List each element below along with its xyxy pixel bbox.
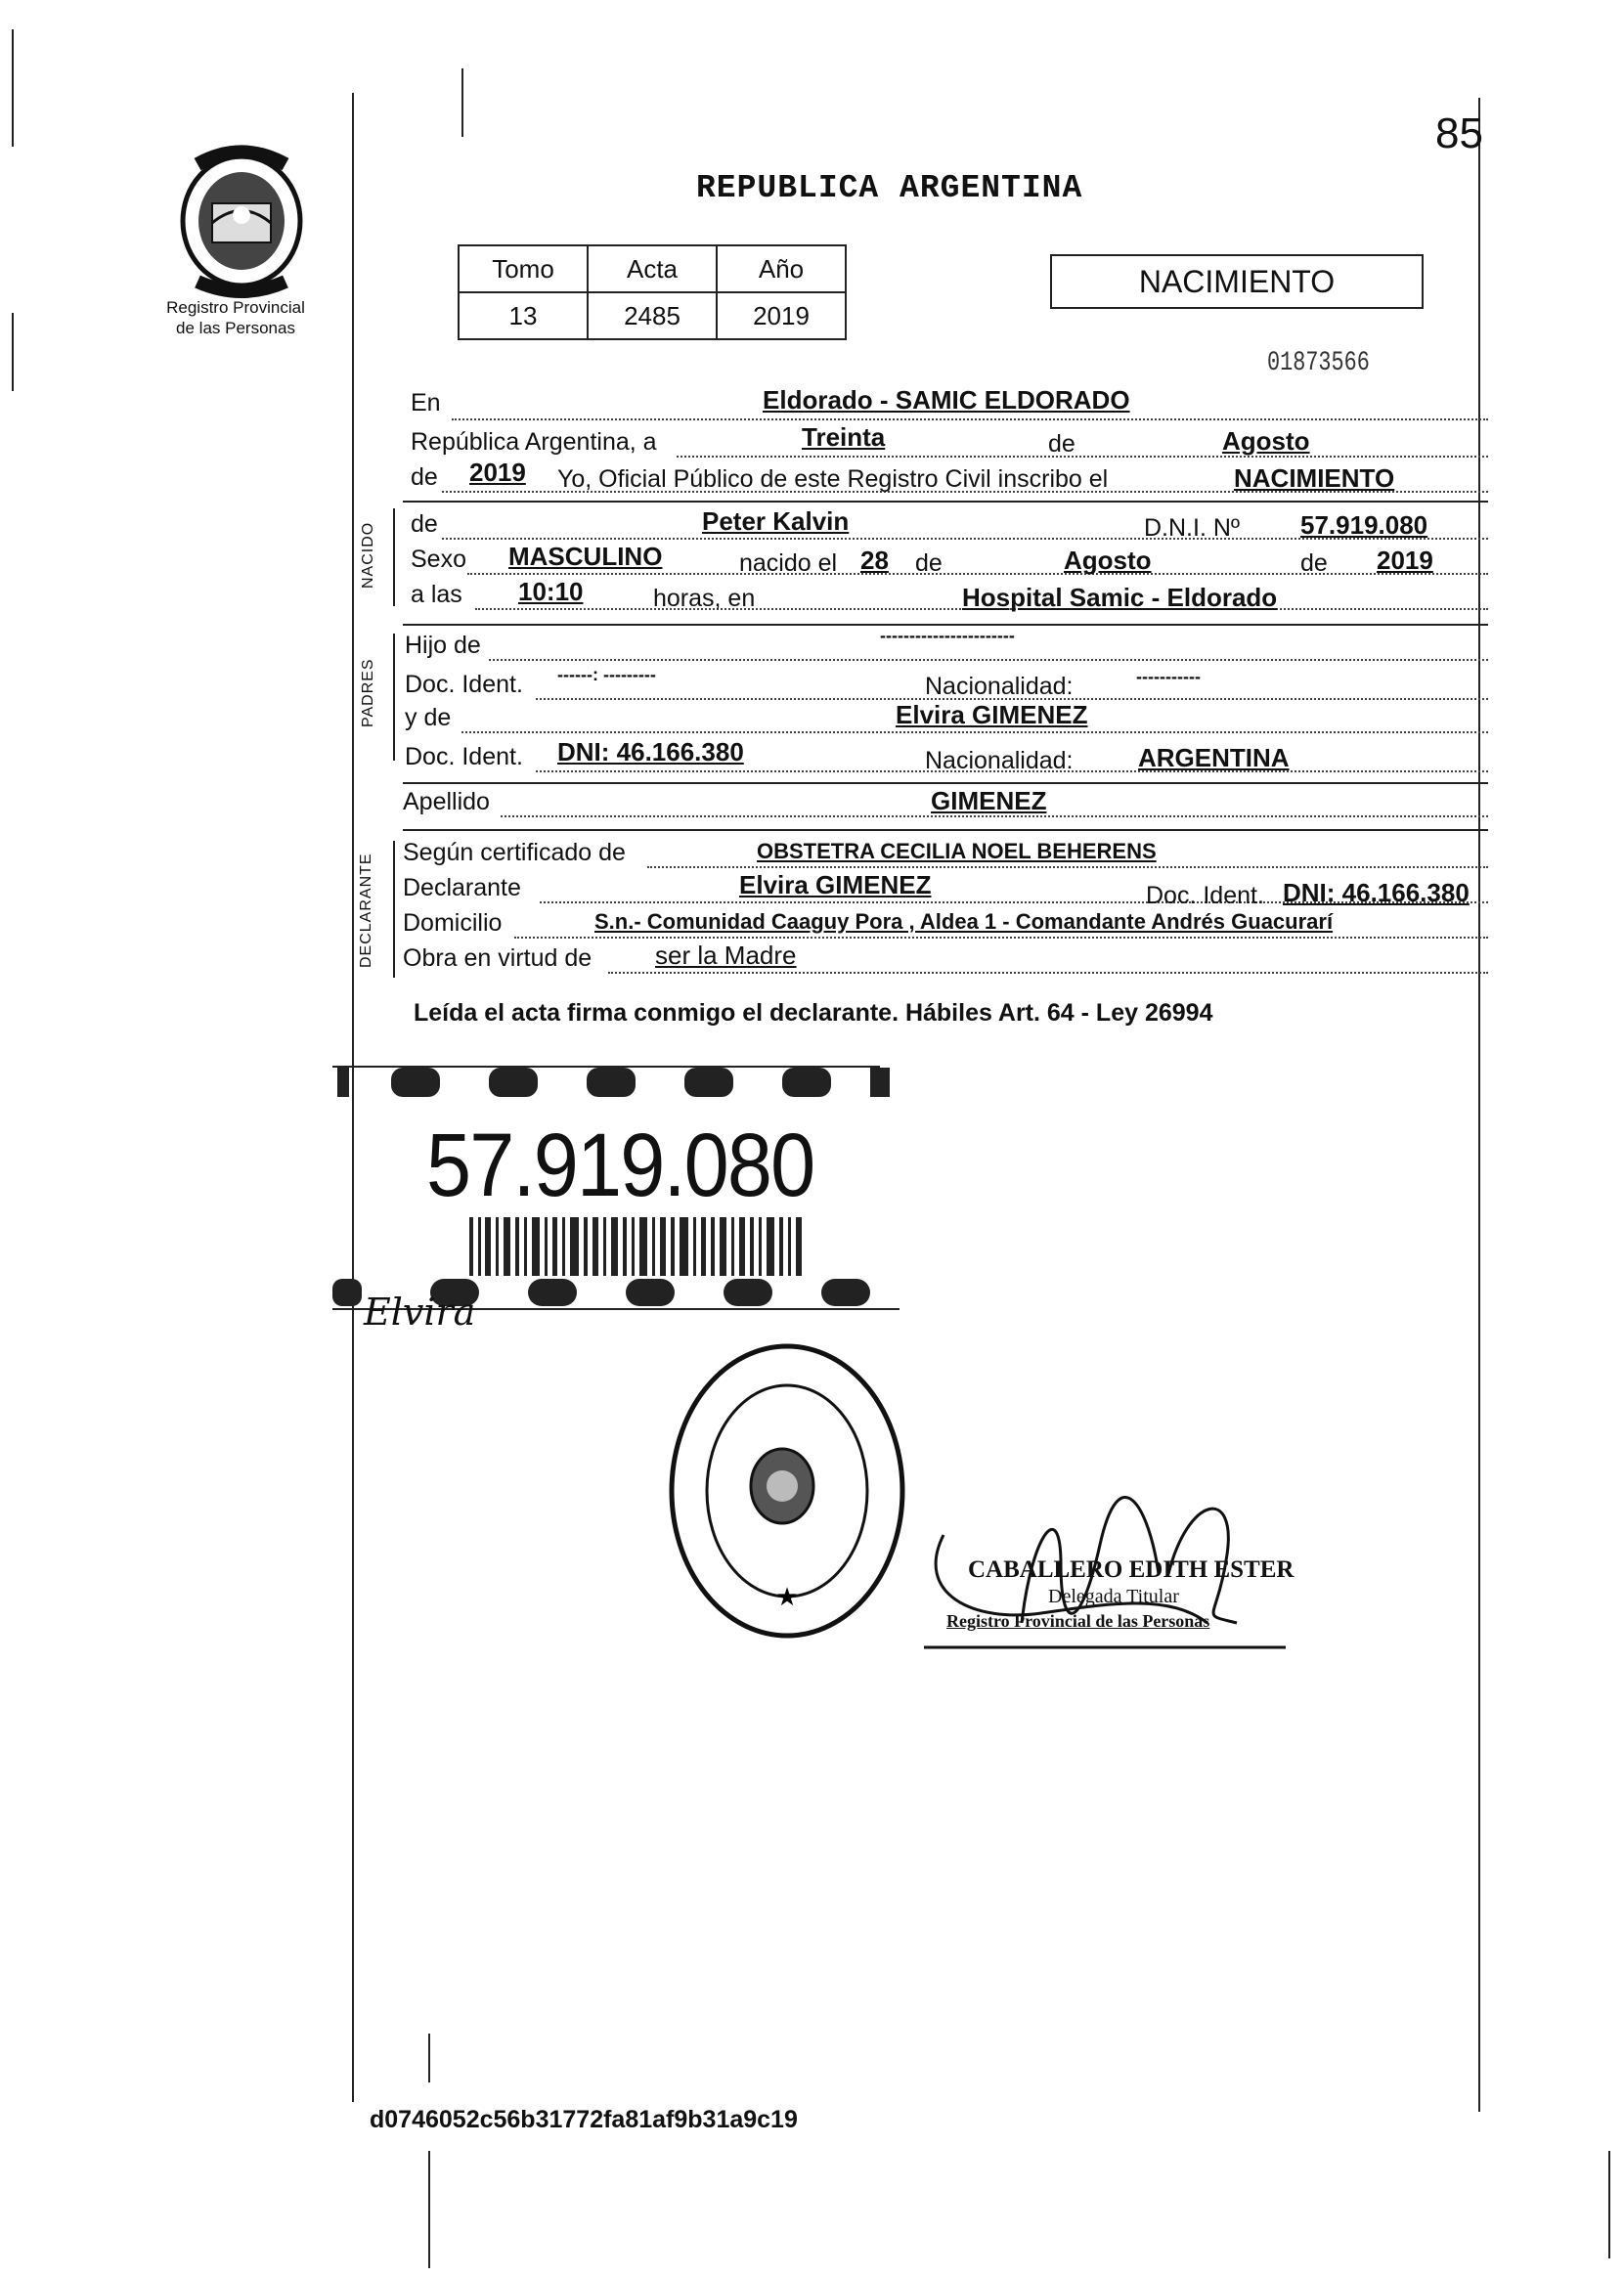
obra-label: Obra en virtud de <box>403 944 593 972</box>
serial-number: 01873566 <box>1267 348 1370 378</box>
record-type-box: NACIMIENTO <box>1050 254 1424 309</box>
official-office: Registro Provincial de las Personas <box>946 1611 1210 1631</box>
birth-year: 2019 <box>1377 546 1433 575</box>
nacionalidad-label: Nacionalidad: <box>925 673 1074 700</box>
dni-sticker-number: 57.919.080 <box>426 1116 814 1215</box>
sexo-label: Sexo <box>411 546 466 573</box>
scan-edge-line <box>1608 2151 1610 2258</box>
father-name: ----------------------- <box>880 626 1015 645</box>
declarant-name: Elvira GIMENEZ <box>739 870 932 899</box>
official-statement: Yo, Oficial Público de este Registro Civil inscribo el <box>557 465 1109 493</box>
section-bracket <box>393 841 395 978</box>
de-label: de <box>1048 430 1075 458</box>
de-label: de <box>1300 549 1328 577</box>
nacido-de-label: de <box>411 510 438 538</box>
birth-time: 10:10 <box>518 577 584 606</box>
declarant-address: S.n.- Comunidad Caaguy Pora , Aldea 1 - Comandante Andrés Guacurarí <box>594 909 1334 934</box>
mother-doc: DNI: 46.166.380 <box>557 737 744 766</box>
register-value-ano: 2019 <box>717 292 846 339</box>
day-text: Treinta <box>802 422 886 452</box>
document-hash: d0746052c56b31772fa81af9b31a9c19 <box>370 2106 798 2133</box>
official-name: CABALLERO EDITH ESTER <box>968 1556 1295 1583</box>
apellido-label: Apellido <box>403 788 490 815</box>
birth-month: Agosto <box>1064 546 1152 575</box>
alas-label: a las <box>411 581 462 608</box>
republic-label: República Argentina, a <box>411 428 657 456</box>
official-seal-stamp <box>665 1339 909 1642</box>
register-table-value-row <box>459 292 846 339</box>
birth-place: Hospital Samic - Eldorado <box>962 583 1278 612</box>
reading-note: Leída el acta firma conmigo el declarante. Hábiles Art. 64 - Ley 26994 <box>414 999 1213 1027</box>
scan-edge-line <box>12 29 14 147</box>
provincial-crest-logo <box>168 145 315 301</box>
doc-ident-label: Doc. Ident. <box>405 671 523 698</box>
child-sex: MASCULINO <box>508 542 663 571</box>
scan-edge-line <box>12 313 14 391</box>
dotted-line <box>489 659 1488 661</box>
nacido-section-label: NACIDO <box>360 521 376 589</box>
dotted-line <box>514 937 1488 939</box>
dotted-line <box>608 972 1488 974</box>
register-header-tomo: Tomo <box>459 245 588 292</box>
section-bracket <box>393 508 395 606</box>
domicilio-label: Domicilio <box>403 909 503 937</box>
dotted-line <box>461 731 1488 733</box>
register-value-tomo: 13 <box>459 292 588 339</box>
horas-label: horas, en <box>653 585 756 612</box>
dotted-line <box>452 418 1488 420</box>
dotted-line <box>647 866 1488 868</box>
certificado-label: Según certificado de <box>403 839 626 866</box>
section-divider <box>403 829 1488 831</box>
register-value-acta: 2485 <box>588 292 717 339</box>
nacionalidad-label: Nacionalidad: <box>925 747 1074 774</box>
svg-text:★: ★ <box>775 1583 799 1612</box>
father-nationality: ----------- <box>1136 667 1201 686</box>
registry-name-line2: de las Personas <box>176 319 295 337</box>
certificate-issuer: OBSTETRA CECILIA NOEL BEHERENS <box>757 839 1157 863</box>
page-number: 85 <box>1435 109 1483 157</box>
register-table <box>458 244 847 340</box>
padres-section-label: PADRES <box>360 658 376 727</box>
child-name: Peter Kalvin <box>702 506 850 536</box>
registry-name-line1: Registro Provincial <box>166 298 305 317</box>
declarant-signature: Elvira <box>364 1291 476 1334</box>
registration-year: 2019 <box>469 458 526 487</box>
section-divider <box>403 782 1488 784</box>
y-de-label: y de <box>405 704 452 731</box>
declarant-relation: ser la Madre <box>655 941 797 970</box>
mother-nationality: ARGENTINA <box>1138 743 1290 772</box>
section-divider <box>403 501 1488 503</box>
nacido-el-label: nacido el <box>739 549 838 577</box>
apellido-value: GIMENEZ <box>931 786 1047 815</box>
doc-ident-label: Doc. Ident. <box>405 743 523 770</box>
mother-name: Elvira GIMENEZ <box>896 700 1088 729</box>
page-title: REPUBLICA ARGENTINA <box>696 170 1083 206</box>
de-label: de <box>915 549 943 577</box>
hijo-de-label: Hijo de <box>405 632 481 659</box>
de-label: de <box>411 463 438 491</box>
scan-mark <box>461 68 463 137</box>
birth-day: 28 <box>860 546 889 575</box>
declarante-label: Declarante <box>403 874 521 901</box>
section-bracket <box>393 634 395 761</box>
dotted-line <box>677 456 1488 458</box>
dotted-line <box>467 573 1488 575</box>
declarante-section-label: DECLARANTE <box>358 853 374 968</box>
registration-place: Eldorado - SAMIC ELDORADO <box>763 385 1130 415</box>
page-right-border <box>1478 98 1480 2112</box>
register-header-ano: Año <box>717 245 846 292</box>
en-label: En <box>411 389 441 416</box>
dni-label: D.N.I. Nº <box>1144 514 1241 542</box>
child-dni: 57.919.080 <box>1300 510 1428 540</box>
month-text: Agosto <box>1222 426 1310 456</box>
doc-ident-label: Doc. Ident. <box>1146 882 1264 909</box>
scan-mark <box>428 2151 430 2268</box>
official-role: Delegada Titular <box>1048 1586 1179 1607</box>
registry-name <box>147 297 325 338</box>
record-word: NACIMIENTO <box>1234 463 1395 493</box>
declarant-doc: DNI: 46.166.380 <box>1283 878 1470 907</box>
register-table-header-row <box>459 245 846 292</box>
register-header-acta: Acta <box>588 245 717 292</box>
father-doc: ------: --------- <box>557 665 656 684</box>
scan-mark <box>428 2034 430 2082</box>
